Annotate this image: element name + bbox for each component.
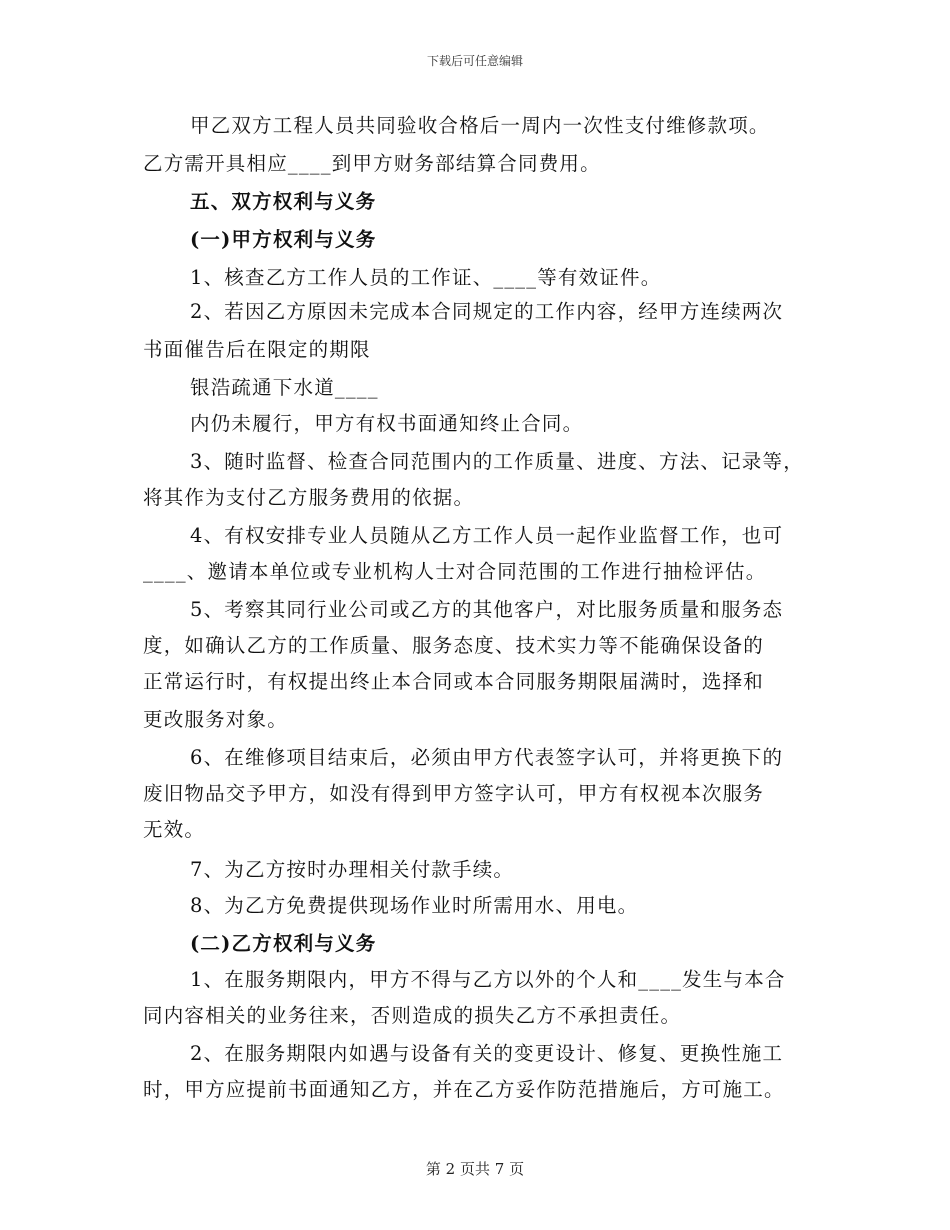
- paragraph-line: 正常运行时，有权提出终止本合同或本合同服务期限届满时，选择和: [143, 670, 765, 693]
- paragraph-line: 7、为乙方按时办理相关付款手续。: [190, 858, 515, 881]
- paragraph-line: 银浩疏通下水道____: [190, 376, 379, 399]
- paragraph-line: 乙方需开具相应____到甲方财务部结算合同费用。: [143, 152, 601, 175]
- paragraph-line: 2、若因乙方原因未完成本合同规定的工作内容，经甲方连续两次: [190, 300, 784, 323]
- paragraph-line: 5、考察其同行业公司或乙方的其他客户，对比服务质量和服务态: [190, 598, 784, 621]
- paragraph-line: 4、有权安排专业人员随从乙方工作人员一起作业监督工作，也可: [190, 524, 784, 547]
- page-footer: 第 2 页共 7 页: [425, 1160, 525, 1178]
- paragraph-line: 将其作为支付乙方服务费用的依据。: [143, 486, 475, 509]
- paragraph-line: 同内容相关的业务往来，否则造成的损失乙方不承担责任。: [143, 1004, 682, 1027]
- paragraph-line: 时，甲方应提前书面通知乙方，并在乙方妥作防范措施后，方可施工。: [143, 1078, 785, 1101]
- subsection-heading: (一)甲方权利与义务: [190, 228, 377, 251]
- paragraph-line: 1、在服务期限内，甲方不得与乙方以外的个人和____发生与本合: [190, 968, 786, 991]
- paragraph-line: 度，如确认乙方的工作质量、服务态度、技术实力等不能确保设备的: [143, 634, 765, 657]
- paragraph-line: 内仍未履行，甲方有权书面通知终止合同。: [190, 412, 584, 435]
- paragraph-line: 2、在服务期限内如遇与设备有关的变更设计、修复、更换性施工: [190, 1042, 784, 1065]
- paragraph-line: 无效。: [143, 818, 206, 841]
- paragraph-line: 更改服务对象。: [143, 708, 288, 731]
- section-heading: 五、双方权利与义务: [190, 190, 377, 213]
- subsection-heading: (二)乙方权利与义务: [190, 932, 377, 955]
- paragraph-line: 书面催告后在限定的期限: [143, 338, 371, 361]
- paragraph-line: ____、邀请本单位或专业机构人士对合同范围的工作进行抽检评估。: [143, 560, 767, 583]
- paragraph-line: 1、核查乙方工作人员的工作证、____等有效证件。: [190, 266, 662, 289]
- paragraph-line: 8、为乙方免费提供现场作业时所需用水、用电。: [190, 894, 639, 917]
- paragraph-line: 甲乙双方工程人员共同验收合格后一周内一次性支付维修款项。: [190, 114, 770, 137]
- paragraph-line: 3、随时监督、检查合同范围内的工作质量、进度、方法、记录等，: [190, 450, 804, 473]
- paragraph-line: 废旧物品交予甲方，如没有得到甲方签字认可，甲方有权视本次服务: [143, 782, 765, 805]
- paragraph-line: 6、在维修项目结束后，必须由甲方代表签字认可，并将更换下的: [190, 746, 784, 769]
- page-header: 下载后可任意编辑: [426, 54, 523, 68]
